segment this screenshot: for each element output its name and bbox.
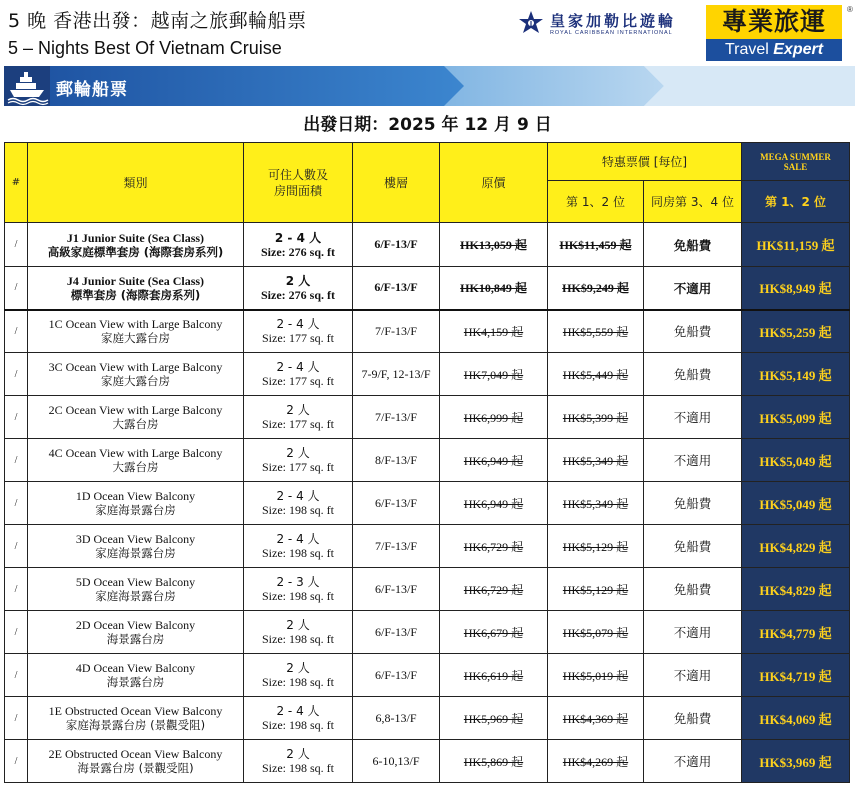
cabin-size: Size: 198 sq. ft <box>262 546 334 560</box>
third-fourth-guest-fare: 免船費 <box>644 353 742 396</box>
table-row <box>5 740 850 783</box>
cabin-category <box>28 223 244 267</box>
row-number: / <box>5 223 28 267</box>
cabin-name-zh: 家庭海景露台房 (景觀受阻) <box>65 718 206 732</box>
third-fourth-guest-fare: 免船費 <box>644 697 742 740</box>
deck-floors: 7/F-13/F <box>353 525 440 568</box>
cabin-name-zh: 家庭海景露台房 <box>95 546 176 560</box>
row-number: / <box>5 439 28 482</box>
third-fourth-guest-fare: 不適用 <box>644 611 742 654</box>
cabin-name-zh: 海景露台房 <box>106 675 165 689</box>
cabin-name-en: J4 Junior Suite (Sea Class) <box>66 273 205 288</box>
row-number: / <box>5 568 28 611</box>
original-price: HK6,729 起 <box>440 525 548 568</box>
cabin-category <box>28 654 244 697</box>
cabin-size: Size: 276 sq. ft <box>261 244 335 259</box>
original-price: HK13,059 起 <box>440 223 548 267</box>
cabin-category <box>28 740 244 783</box>
deck-floors: 6/F-13/F <box>353 267 440 310</box>
special-price: HK$5,349 起 <box>548 482 644 525</box>
cabin-category <box>28 568 244 611</box>
col-header-guests-34: 同房第 3、4 位 <box>644 181 742 223</box>
third-fourth-guest-fare: 不適用 <box>644 267 742 310</box>
mega-sale-price: HK$5,099 起 <box>742 396 850 439</box>
deck-floors: 8/F-13/F <box>353 439 440 482</box>
mega-sale-price: HK$4,719 起 <box>742 654 850 697</box>
deck-floors: 7-9/F, 12-13/F <box>353 353 440 396</box>
original-price: HK6,949 起 <box>440 439 548 482</box>
cabin-name-zh: 海景露台房 (景觀受阻) <box>77 761 194 775</box>
cabin-size: Size: 198 sq. ft <box>262 718 334 732</box>
deck-floors: 6/F-13/F <box>353 482 440 525</box>
original-price: HK6,999 起 <box>440 396 548 439</box>
cabin-name-zh: 大露台房 <box>112 417 159 431</box>
third-fourth-guest-fare: 不適用 <box>644 396 742 439</box>
travel-expert-en-2: Expert <box>773 41 824 58</box>
occupancy-size <box>244 267 353 310</box>
banner-label: 郵輪船票 <box>56 80 128 100</box>
cabin-name-zh: 家庭大露台房 <box>101 374 170 388</box>
mega-sale-line1: MEGA SUMMER <box>760 151 831 162</box>
original-price: HK10,849 起 <box>440 267 548 310</box>
table-row <box>5 611 850 654</box>
occupancy: 2 人 <box>286 446 310 460</box>
cabin-category <box>28 267 244 310</box>
royal-caribbean-logo <box>516 10 676 40</box>
row-number: / <box>5 310 28 353</box>
cabin-category <box>28 482 244 525</box>
special-price: HK$4,369 起 <box>548 697 644 740</box>
cabin-name-en: 2E Obstructed Ocean View Balcony <box>48 747 223 761</box>
col-header-guests-12: 第 1、2 位 <box>548 181 644 223</box>
special-price: HK$5,449 起 <box>548 353 644 396</box>
crown-anchor-icon <box>516 10 546 36</box>
fare-table-body <box>5 223 850 783</box>
mega-sale-price: HK$5,149 起 <box>742 353 850 396</box>
cabin-category <box>28 611 244 654</box>
cabin-size: Size: 177 sq. ft <box>262 460 334 474</box>
row-number: / <box>5 654 28 697</box>
mega-sale-price: HK$5,259 起 <box>742 310 850 353</box>
cabin-category <box>28 310 244 353</box>
special-price: HK$4,269 起 <box>548 740 644 783</box>
table-row <box>5 310 850 353</box>
mega-sale-price: HK$4,829 起 <box>742 568 850 611</box>
fare-table <box>4 142 850 783</box>
occupancy-size <box>244 482 353 525</box>
cabin-name-en: 2D Ocean View Balcony <box>75 618 196 632</box>
cabin-category <box>28 439 244 482</box>
cruise-ship-icon <box>4 66 50 106</box>
occupancy: 2 - 4 人 <box>276 317 320 332</box>
cabin-name-en: 1E Obstructed Ocean View Balcony <box>48 704 223 718</box>
cabin-size: Size: 198 sq. ft <box>262 675 334 689</box>
table-row <box>5 525 850 568</box>
original-price: HK6,679 起 <box>440 611 548 654</box>
special-price: HK$11,459 起 <box>548 223 644 267</box>
royal-caribbean-subtitle: ROYAL CARIBBEAN INTERNATIONAL <box>550 30 673 36</box>
occupancy-size <box>244 740 353 783</box>
special-price: HK$5,349 起 <box>548 439 644 482</box>
table-row <box>5 223 850 267</box>
deck-floors: 6,8-13/F <box>353 697 440 740</box>
third-fourth-guest-fare: 不適用 <box>644 740 742 783</box>
mega-sale-price: HK$4,069 起 <box>742 697 850 740</box>
mega-sale-price: HK$5,049 起 <box>742 439 850 482</box>
departure-date: 出發日期：2025 年 12 月 9 日 <box>303 115 552 135</box>
table-row <box>5 482 850 525</box>
occupancy: 2 - 3 人 <box>276 575 320 589</box>
cabin-name-en: 4D Ocean View Balcony <box>75 661 196 675</box>
occupancy-size <box>244 697 353 740</box>
row-number: / <box>5 740 28 783</box>
occupancy-size <box>244 525 353 568</box>
mega-sale-price: HK$8,949 起 <box>742 267 850 310</box>
row-number: / <box>5 611 28 654</box>
occupancy-header-line1: 可住人數及 <box>267 167 328 182</box>
third-fourth-guest-fare: 免船費 <box>644 310 742 353</box>
row-number: / <box>5 525 28 568</box>
section-banner <box>4 66 855 106</box>
third-fourth-guest-fare: 免船費 <box>644 223 742 267</box>
third-fourth-guest-fare: 不適用 <box>644 654 742 697</box>
cabin-category <box>28 353 244 396</box>
table-row <box>5 267 850 310</box>
third-fourth-guest-fare: 免船費 <box>644 525 742 568</box>
original-price: HK6,619 起 <box>440 654 548 697</box>
original-price: HK5,869 起 <box>440 740 548 783</box>
occupancy: 2 - 4 人 <box>276 489 320 503</box>
table-row <box>5 353 850 396</box>
row-number: / <box>5 482 28 525</box>
travel-expert-logo <box>706 5 853 61</box>
page-title-zh: 5 晚 香港出發：越南之旅郵輪船票 <box>8 10 307 32</box>
cabin-size: Size: 198 sq. ft <box>262 503 334 517</box>
cabin-name-en: 5D Ocean View Balcony <box>75 575 196 589</box>
cabin-size: Size: 177 sq. ft <box>262 417 334 431</box>
occupancy-header-line2: 房間面積 <box>273 183 322 198</box>
occupancy-size <box>244 396 353 439</box>
special-price: HK$5,079 起 <box>548 611 644 654</box>
cabin-name-zh: 家庭海景露台房 <box>95 589 176 603</box>
cabin-name-en: 1D Ocean View Balcony <box>75 489 196 503</box>
cabin-name-zh: 海景露台房 <box>106 632 165 646</box>
table-row <box>5 568 850 611</box>
occupancy: 2 人 <box>286 618 310 632</box>
table-header-row <box>5 143 850 181</box>
special-price: HK$9,249 起 <box>548 267 644 310</box>
occupancy: 2 人 <box>286 661 310 675</box>
col-header-floor: 樓層 <box>353 143 440 223</box>
occupancy: 2 - 4 人 <box>274 230 322 245</box>
row-number: / <box>5 353 28 396</box>
original-price: HK4,159 起 <box>440 310 548 353</box>
mega-sale-price: HK$4,779 起 <box>742 611 850 654</box>
table-row <box>5 697 850 740</box>
col-header-hash: # <box>5 143 28 223</box>
mega-sale-price: HK$4,829 起 <box>742 525 850 568</box>
deck-floors: 7/F-13/F <box>353 396 440 439</box>
cabin-size: Size: 198 sq. ft <box>262 632 334 646</box>
mega-sale-price: HK$3,969 起 <box>742 740 850 783</box>
occupancy: 2 - 4 人 <box>276 704 320 718</box>
cabin-name-en: 3D Ocean View Balcony <box>75 532 196 546</box>
cabin-name-en: 3C Ocean View with Large Balcony <box>48 360 223 374</box>
cabin-name-zh: 標準套房 (海際套房系列) <box>70 287 201 302</box>
cabin-size: Size: 198 sq. ft <box>262 589 334 603</box>
special-price: HK$5,019 起 <box>548 654 644 697</box>
cabin-category <box>28 396 244 439</box>
occupancy: 2 人 <box>286 747 310 761</box>
table-row <box>5 396 850 439</box>
cabin-name-en: 4C Ocean View with Large Balcony <box>48 446 223 460</box>
cabin-name-en: 1C Ocean View with Large Balcony <box>48 317 223 332</box>
deck-floors: 6/F-13/F <box>353 654 440 697</box>
occupancy-size <box>244 353 353 396</box>
cabin-name-zh: 大露台房 <box>112 460 159 474</box>
col-header-original-price: 原價 <box>440 143 548 223</box>
page-title-en: 5 – Nights Best Of Vietnam Cruise <box>8 38 282 58</box>
occupancy-size <box>244 568 353 611</box>
registered-mark: ® <box>847 5 853 14</box>
travel-expert-en <box>706 39 842 61</box>
occupancy-size <box>244 654 353 697</box>
special-price: HK$5,399 起 <box>548 396 644 439</box>
occupancy-size <box>244 310 353 353</box>
special-price: HK$5,129 起 <box>548 525 644 568</box>
cabin-size: Size: 276 sq. ft <box>261 287 335 302</box>
travel-expert-zh: 專業旅運 <box>706 5 842 39</box>
row-number: / <box>5 267 28 310</box>
cabin-category <box>28 697 244 740</box>
deck-floors: 7/F-13/F <box>353 310 440 353</box>
occupancy-size <box>244 611 353 654</box>
original-price: HK6,729 起 <box>440 568 548 611</box>
deck-floors: 6-10,13/F <box>353 740 440 783</box>
cabin-size: Size: 177 sq. ft <box>262 331 334 346</box>
cabin-name-zh: 家庭海景露台房 <box>95 503 176 517</box>
occupancy: 2 人 <box>286 403 310 417</box>
occupancy: 2 - 4 人 <box>276 532 320 546</box>
royal-caribbean-name: 皇家加勒比遊輪 <box>550 12 677 30</box>
special-price: HK$5,559 起 <box>548 310 644 353</box>
cabin-name-zh: 高級家庭標準套房 (海際套房系列) <box>47 244 224 259</box>
table-row <box>5 654 850 697</box>
original-price: HK7,049 起 <box>440 353 548 396</box>
special-price: HK$5,129 起 <box>548 568 644 611</box>
deck-floors: 6/F-13/F <box>353 568 440 611</box>
col-header-special-price: 特惠票價 [每位] <box>548 143 742 181</box>
deck-floors: 6/F-13/F <box>353 223 440 267</box>
table-row <box>5 439 850 482</box>
travel-expert-en-1: Travel <box>724 41 774 58</box>
cabin-name-en: J1 Junior Suite (Sea Class) <box>66 230 205 245</box>
occupancy-size <box>244 223 353 267</box>
cabin-name-en: 2C Ocean View with Large Balcony <box>48 403 223 417</box>
row-number: / <box>5 697 28 740</box>
mega-sale-price: HK$11,159 起 <box>742 223 850 267</box>
third-fourth-guest-fare: 免船費 <box>644 482 742 525</box>
third-fourth-guest-fare: 不適用 <box>644 439 742 482</box>
row-number: / <box>5 396 28 439</box>
occupancy: 2 人 <box>285 273 311 288</box>
cabin-size: Size: 198 sq. ft <box>262 761 334 775</box>
banner-graphic <box>4 66 855 106</box>
cabin-name-zh: 家庭大露台房 <box>101 331 170 346</box>
third-fourth-guest-fare: 免船費 <box>644 568 742 611</box>
occupancy-size <box>244 439 353 482</box>
cabin-category <box>28 525 244 568</box>
col-header-mega-sale <box>742 143 850 181</box>
col-header-category: 類別 <box>28 143 244 223</box>
cabin-size: Size: 177 sq. ft <box>262 374 334 388</box>
occupancy: 2 - 4 人 <box>276 360 320 374</box>
original-price: HK6,949 起 <box>440 482 548 525</box>
col-header-mega-guests-12: 第 1、2 位 <box>742 181 850 223</box>
mega-sale-line2: SALE <box>783 161 808 172</box>
col-header-occupancy <box>244 143 353 223</box>
deck-floors: 6/F-13/F <box>353 611 440 654</box>
mega-sale-price: HK$5,049 起 <box>742 482 850 525</box>
original-price: HK5,969 起 <box>440 697 548 740</box>
